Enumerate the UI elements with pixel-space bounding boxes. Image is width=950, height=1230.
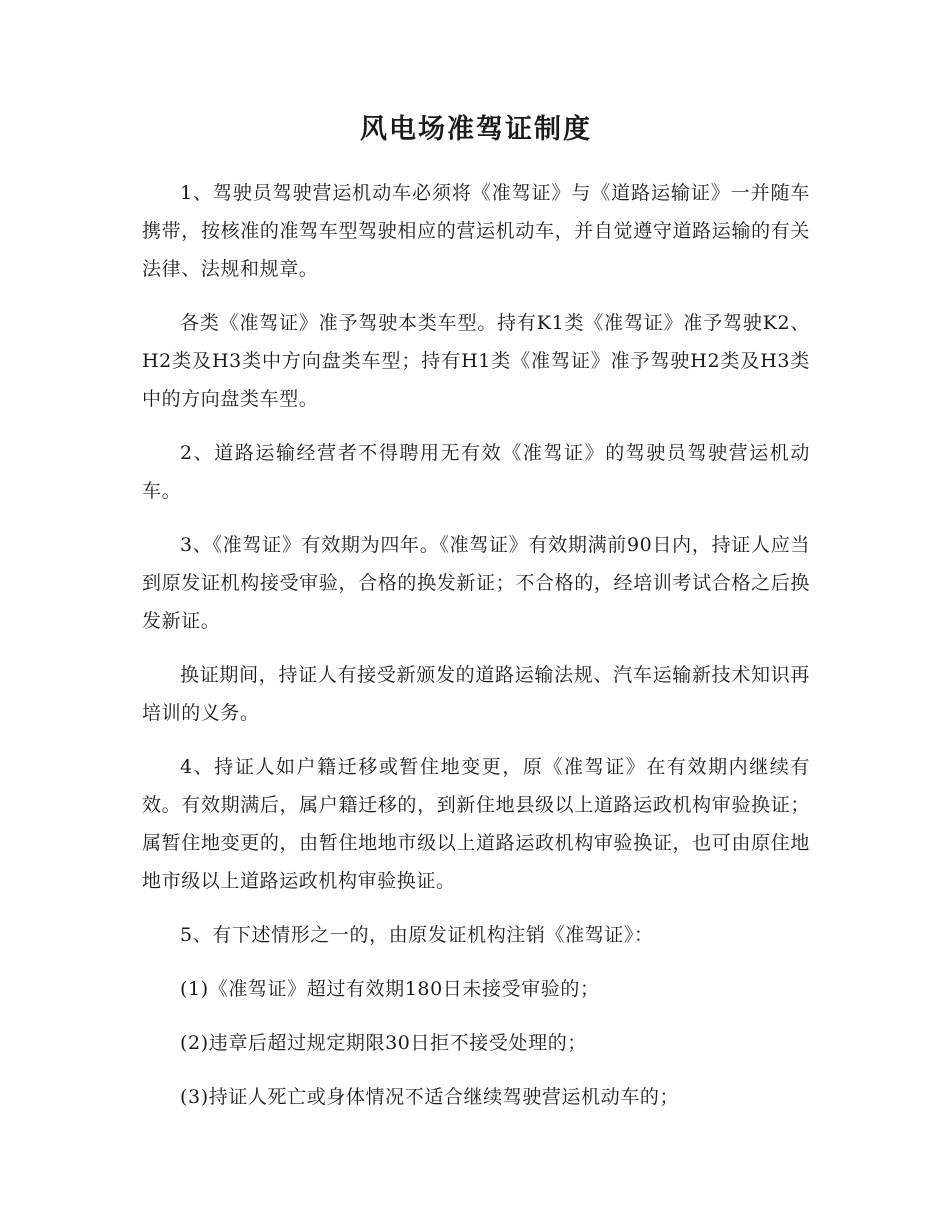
paragraph-5: 换证期间，持证人有接受新颁发的道路运输法规、汽车运输新技术知识再培训的义务。 bbox=[142, 664, 810, 724]
paragraph-6: 4、持证人如户籍迁移或暂住地变更，原《准驾证》在有效期内继续有效。有效期满后，属户籍迁移的，到新住地县级以上道路运政机构审验换证；属暂住地变更的，由暂住地地市级以上道路运政机构审验换证，也可由原住地地市级以上道路运政机构审验换证。 bbox=[142, 756, 810, 892]
paragraph-4: 3、《准驾证》有效期为四年。《准驾证》有效期满前90日内，持证人应当到原发证机构接受审验，合格的换发新证；不合格的，经培训考试合格之后换发新证。 bbox=[142, 534, 810, 632]
list-item-2: (2)违章后超过规定期限30日拒不接受处理的； bbox=[180, 1032, 587, 1054]
paragraph-3: 2、道路运输经营者不得聘用无有效《准驾证》的驾驶员驾驶营运机动车。 bbox=[142, 442, 810, 502]
document-title: 风电场准驾证制度 bbox=[360, 114, 592, 145]
document-page bbox=[142, 108, 810, 1132]
list-item-1: (1)《准驾证》超过有效期180日未接受审验的； bbox=[180, 978, 600, 1000]
list-item-3: (3)持证人死亡或身体情况不适合继续驾驶营运机动车的； bbox=[180, 1086, 680, 1108]
paragraph-1: 1、驾驶员驾驶营运机动车必须将《准驾证》与《道路运输证》一并随车携带，按核准的准驾车型驾驶相应的营运机动车，并自觉遵守道路运输的有关法律、法规和规章。 bbox=[142, 182, 810, 280]
paragraph-7: 5、有下述情形之一的，由原发证机构注销《准驾证》： bbox=[180, 924, 654, 946]
paragraph-2: 各类《准驾证》准予驾驶本类车型。持有K1类《准驾证》准予驾驶K2、H2类及H3类中方向盘类车型；持有H1类《准驾证》准予驾驶H2类及H3类中的方向盘类车型。 bbox=[142, 312, 810, 410]
